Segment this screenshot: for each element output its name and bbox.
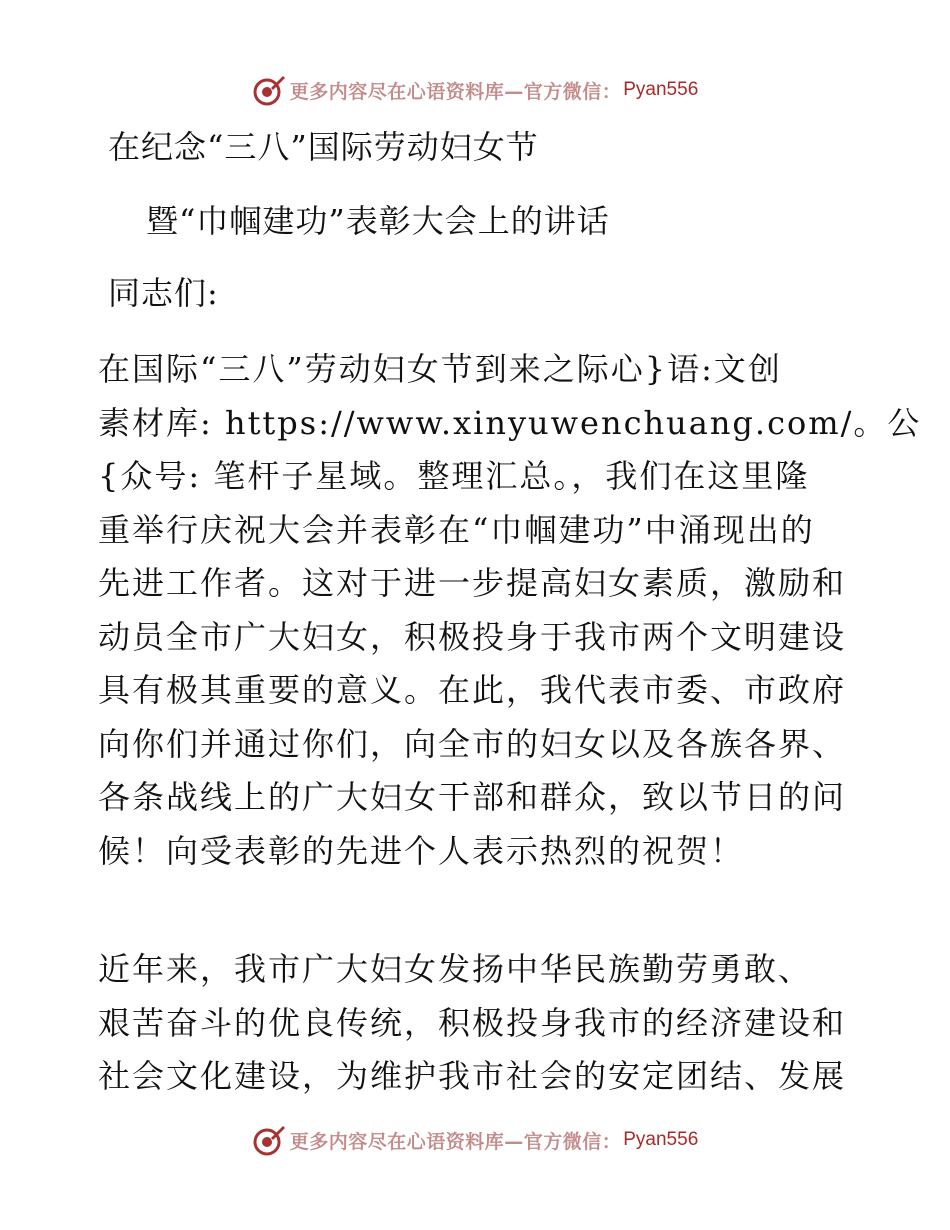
- paragraph-line: 重举行庆祝大会并表彰在“巾帼建功”中涌现出的: [98, 510, 815, 549]
- paragraph-2: [98, 943, 850, 1104]
- paragraph-line: 各条战线上的广大妇女干部和群众，致以节日的问: [98, 778, 847, 816]
- pen-logo-icon: [252, 73, 286, 107]
- watermark-text: 更多内容尽在心语资料库—官方微信：: [289, 80, 622, 103]
- paragraph-line: {众号: 笔杆子星域。整理汇总。，我们在这里隆: [98, 457, 810, 495]
- paragraph-1: [98, 343, 922, 878]
- paragraph-line: 先进工作者。这对于进一步提高妇女素质，激励和: [98, 564, 847, 602]
- paragraph-line: 素材库: https://www.xinyuwenchuang.com/。公: [98, 403, 922, 442]
- paragraph-line: 具有极其重要的意义。在此，我代表市委、市政府: [98, 671, 847, 709]
- pen-logo-icon: [252, 1123, 286, 1157]
- paragraph-line: 艰苦奋斗的优良传统，积极投身我市的经济建设和: [98, 1003, 847, 1042]
- watermark-header: [0, 70, 950, 110]
- paragraph-line: 动员全市广大妇女，积极投身于我市两个文明建设: [98, 617, 847, 656]
- paragraph-line: 在国际“三八”劳动妇女节到来之际心}语:文创: [98, 350, 782, 388]
- watermark-wechat-id: Pyan556: [623, 79, 699, 100]
- watermark-wechat-id: Pyan556: [623, 1129, 699, 1150]
- salutation: 同志们:: [108, 274, 219, 312]
- watermark-text: 更多内容尽在心语资料库—官方微信：: [289, 1130, 622, 1153]
- paragraph-line: 社会文化建设，为维护我市社会的安定团结、发展: [98, 1057, 847, 1095]
- paragraph-line: 向你们并通过你们，向全市的妇女以及各族各界、: [98, 724, 847, 763]
- watermark-footer: [0, 1120, 950, 1160]
- paragraph-line: 近年来，我市广大妇女发扬中华民族勤劳勇敢、: [98, 950, 813, 988]
- title-line-1: 在纪念“三八”国际劳动妇女节: [108, 128, 539, 166]
- paragraph-line: 候！向受表彰的先进个人表示热烈的祝贺！: [98, 831, 745, 870]
- title-line-2: 暨“巾帼建功”表彰大会上的讲话: [146, 202, 610, 240]
